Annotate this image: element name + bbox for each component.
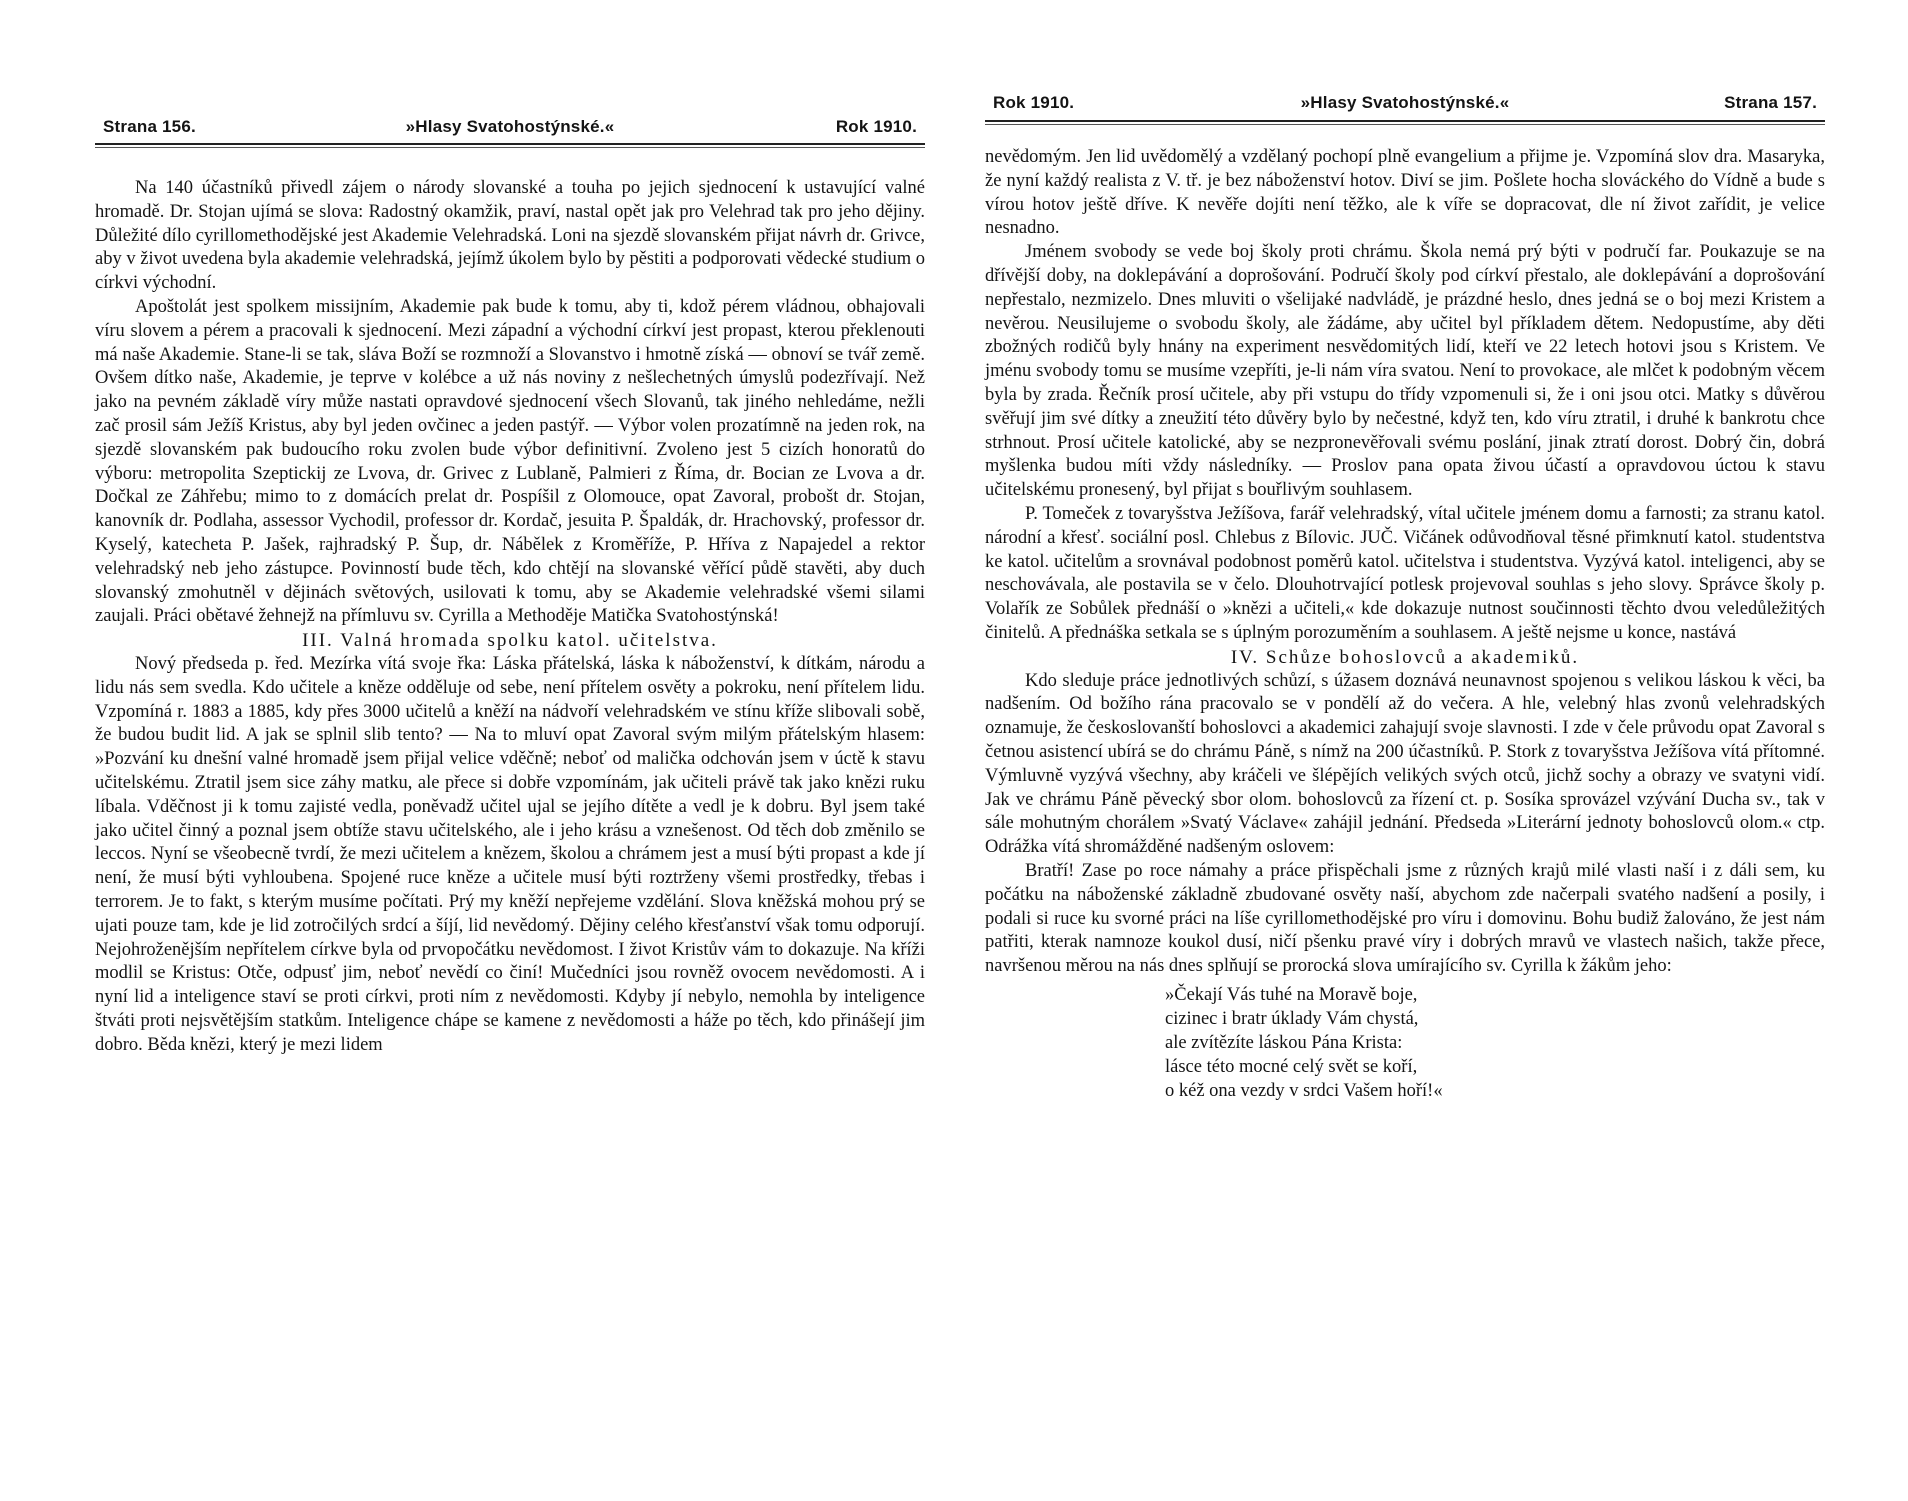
right-page-number: Strana 157.: [1724, 93, 1817, 112]
left-header-rule: [95, 143, 925, 145]
right-page-year: Rok 1910.: [993, 93, 1075, 112]
right-page: [985, 0, 1825, 1501]
left-running-title: »Hlasy Svatohostýnské.«: [405, 117, 615, 136]
poem: [1165, 983, 1825, 1103]
right-paragraph-4: Kdo sleduje práce jednotlivých schůzí, s úžasem doznává neunavnost spojenou s velikou láskou k věci, ba nadšením. Od božího rána pracovalo se v pondělí až do večera. A hle, velebný hlas zvonů velehradských oznamuje, že českoslovanští bohoslovci a akademici zahajují svoje slavnosti. I zde v čele průvodu opat Zavoral s četnou asistencí ubírá se do chrámu Páně, s nímž na 200 účastníků. P. Stork z tovaryšstva Ježíšova vítá přítomné. Výmluvně vyzývá všechny, aby kráčeli ve šlépějích velikých svých otců, jichž sochy a obrazy ve svatyni vidí. Jak ve chrámu Páně pěvecký sbor olom. bohoslovců za řízení ct. p. Sosíka sprovázel vzývání Ducha sv., tak v sále mohutným chorálem »Svatý Václave« zahájil jednání. Předseda »Literární jednoty bohoslovců olom.« ctp. Odrážka vítá shromážděné nadšeným oslovem:: [985, 670, 1825, 858]
left-paragraph-3: Nový předseda p. řed. Mezírka vítá svoje řka: Láska přátelská, láska k náboženství, k dítkám, národu a lidu nás sem svedla. Kdo učitele a kněze odděluje od sebe, není přítelem osvěty a pokroku, není přítelem lidu. Vzpomíná r. 1883 a 1885, kdy přes 3000 učitelů a kněží na nádvoří velehradském ve stínu kříže slibovali sobě, že budou budit lid. A jak se splnil slib tento? — Na to mluví opat Zavoral svým milým přátelským hlasem: »Pozvání ku dnešní valné hromadě jsem přijal velice vděčně; neboť od malička odchován jsem v úctě k stavu učitelskému. Ztratil jsem sice záhy matku, ale přece si dobře vzpomínám, jak učiteli právě tak jako knězi ruku líbala. Vděčnost ji k tomu zajisté vedla, poněvadž učitel ujal se jejího dítěte a vedl je k dobru. Byl jsem také jako učitel činný a poznal jsem obtíže stavu učitelského, ale i jeho krásu a vznešenost. Od těch dob změnilo se leccos. Nyní se všeobecně tvrdí, že mezi učitelem a knězem, školou a chrámem jest a musí býti propast a kde jí není, že musí býti vyhloubena. Spojené ruce kněze a učitele musí býti roztrženy všemi prostředky, třebas i terrorem. Je to fakt, s kterým musíme počítati. Prý my kněží nepřejeme vzdělání. Slova kněžská mohou prý se ujati pouze tam, kde je lid zotročilých srdcí a šíjí, lid nevědomý. Dějiny celého křesťanství však tomu odporují. Nejohroženějším nepřítelem církve byla od prvopočátku nevědomost. I život Kristův vám to dokazuje. Na kříži modlil se Kristus: Otče, odpusť jim, neboť nevědí co činí! Mučedníci jsou rovněž ovocem nevědomosti. A i nyní lid a inteligence staví se proti církvi, proti ním z nevědomosti. Kdyby jí nebylo, nemohla by inteligence štváti proti nejsvětějším statkům. Inteligence chápe se kamene z nevědomosti a háže po těch, kdo přinášejí jim dobro. Běda knězi, který je mezi lidem: [95, 653, 925, 1055]
left-page-number: Strana 156.: [103, 117, 196, 136]
right-paragraph-3: P. Tomeček z tovaryšstva Ježíšova, farář velehradský, vítal učitele jménem domu a farnosti; za stranu katol. národní a křesť. sociální posl. Chlebus z Bílovic. JUČ. Vičánek odůvodňoval těsné přimknutí katol. studentstva ke katol. učitelům a srovnával podobnost poměrů katol. učitelstva i studentstva. Vyzývá katol. inteligenci, aby se neschovávala, ale postavila se v čelo. Dlouhotrvající potlesk projevoval souhlas s jeho slovy. Správce školy p. Volařík ze Sobůlek přednáší o »knězi a učiteli,« kde dokazuje nutnost součinnosti těchto dvou veledůležitých činitelů. A přednáška setkala se s úplným porozuměním a souhlasem. A ještě nejsme u konce, nastává: [985, 503, 1825, 643]
section-title-iv: IV. Schůze bohoslovců a akademiků.: [1230, 646, 1580, 668]
right-running-title: »Hlasy Svatohostýnské.«: [1300, 93, 1510, 112]
right-header-rule: [985, 120, 1825, 122]
poem-line-4: lásce této mocné celý svět se koří,: [1165, 1056, 1418, 1077]
right-paragraph-5: Bratří! Zase po roce námahy a práce přispěchali jsme z různých krajů milé vlasti naší i z dáli sem, ku počátku na náboženské základně zbudované osvěty naší, abychom zde načerpali svatého nadšení a posily, i podali si ruce ku svorné práci na líše cyrillomethodějské pro víru i domovinu. Bohu budiž žalováno, že jest nám patřiti, kterak namnoze koukol dusí, ničí pšenku pravé víry i dobrých mravů ve vlastech našich, takže přece, navršenou měrou na nás dnes splňují se prorocká slova umírajícího sv. Cyrilla k žákům jeho:: [985, 860, 1825, 977]
poem-line-2: cizinec i bratr úklady Vám chystá,: [1165, 1008, 1419, 1029]
poem-line-1: »Čekají Vás tuhé na Moravě boje,: [1165, 984, 1418, 1005]
poem-line-5: o kéž ona vezdy v srdci Vašem hoří!«: [1165, 1080, 1443, 1101]
poem-line-3: ale zvítězíte láskou Pána Krista:: [1165, 1032, 1403, 1053]
right-header-rule-thin: [985, 124, 1825, 125]
left-page: [95, 0, 925, 1501]
left-paragraph-2: Apoštolát jest spolkem missijním, Akademie pak bude k tomu, aby ti, kdož pérem vládnou, obhajovali víru slovem a pérem a pracovali k sjednocení. Mezi západní a východní církví jest propast, kterou překlenouti má naše Akademie. Stane-li se tak, sláva Boží se rozmnoží a Slovanstvo i hmotně získá — obnoví se tvář země. Ovšem dítko naše, Akademie, je teprve v kolébce a už nás noviny z nešlechetných úmyslů podezřívají. Než jako na pevném základě víry může nastati opravdové sjednocení všech Slovanů, tak jiného nehledáme, nežli zač prosil sám Ježíš Kristus, aby byl jeden ovčinec a jeden pastýř. — Výbor volen prozatímně na jeden rok, na sjezdě slovanském pak budoucího roku zvolen bude výbor definitivní. Zvoleno jest 5 cizích honoratů do výboru: metropolita Szeptickij ze Lvova, dr. Grivec z Lublaně, Palmieri z Říma, dr. Bocian ze Lvova a dr. Dočkal ze Záhřebu; mimo to z domácích prelat dr. Pospíšil z Olomouce, opat Zavoral, probošt dr. Stojan, kanovník dr. Podlaha, assessor Vychodil, professor dr. Kordač, jesuita P. Špaldák, dr. Hrachovský, professor dr. Kyselý, katecheta P. Jašek, rajhradský P. Šup, dr. Nábělek z Kroměříže, P. Hříva z Napajedel a rektor velehradský neb jeho zástupce. Povinností bude těch, kdo chtějí na slovanské věřící půdě stavěti, aby duch slovanský zmohutněl v dějinách světových, usilovati k tomu, aby se Akademie velehradské všemi silami zaujali. Práci obětavé žehnejž na přímluvu sv. Cyrilla a Methoděje Matička Svatohostýnská!: [95, 296, 925, 627]
left-page-body: [95, 177, 925, 1057]
left-page-year: Rok 1910.: [835, 117, 917, 136]
right-page-body: [985, 146, 1825, 1103]
right-paragraph-2: Jménem svobody se vede boj školy proti chrámu. Škola nemá prý býti v područí far. Poukazuje se na dřívější doby, na doklepávání a doprošování. Područí školy pod církví přestalo, ale doklepávání a doprošování nepřestalo, nezmizelo. Dnes mluviti o všelijaké nadvládě, je prázdné heslo, dnes jedná se o boj mezi Kristem a nevěrou. Neusilujeme o svobodu školy, ale žádáme, aby učitel byl příkladem dětem. Nedopustíme, aby děti zbožných rodičů byly hnány na experiment nesvědomitých lidí, kteří ve 22 letech hotovi jsou s Kristem. Ve jménu svobody tomu se musíme vzepříti, je-li nám víra svatou. Není to provokace, ale mlčet k podobným věcem byla by zrada. Řečník prosí učitele, aby při vstupu do třídy vzpomenuli si, že i oni jsou otci. Matky s důvěrou svěřují jim své dítky a zneužití této důvěry bylo by nečestné, když ten, kdo víru ztratil, i druhé k bankrotu chce strhnout. Prosí učitele katolické, aby se nezpronevěřovali svému poslání, jinak ztratí dorost. Dobrý čin, dobrá myšlenka budou míti vždy následníky. — Proslov pana opata živou účastí a opravdovou úctou k stavu učitelskému pronesený, byl přijat s bouřlivým souhlasem.: [985, 242, 1825, 501]
right-page-header: [985, 93, 1825, 123]
section-title-iii: III. Valná hromada spolku katol. učitelstva.: [302, 630, 718, 652]
right-paragraph-1: nevědomým. Jen lid uvědomělý a vzdělaný pochopí plně evangelium a přijme je. Vzpomíná slov dra. Masaryka, že nyní každý realista z V. tř. je bez náboženství hotov. Diví se jim. Pošlete hocha slováckého do Vídně a bude s vírou hotov ještě dříve. K nevěře dojíti není těžko, ale k víře se dopracovat, dle ní život zařídit, je velice nesnadno.: [985, 147, 1825, 239]
left-paragraph-1: Na 140 účastníků přivedl zájem o národy slovanské a touha po jejich sjednocení k ustavující valné hromadě. Dr. Stojan ujímá se slova: Radostný okamžik, praví, nastal opět jak pro Velehrad tak pro jeho dějiny. Důležité dílo cyrillomethodějské jest Akademie Velehradská. Loni na sjezdě slovanském přijat návrh dr. Grivce, aby v život uvedena byla akademie velehradská, jejímž úkolem bylo by pěstiti a podporovati vědecké studium o církvi východní.: [95, 178, 925, 294]
left-header-rule-thin: [95, 147, 925, 148]
